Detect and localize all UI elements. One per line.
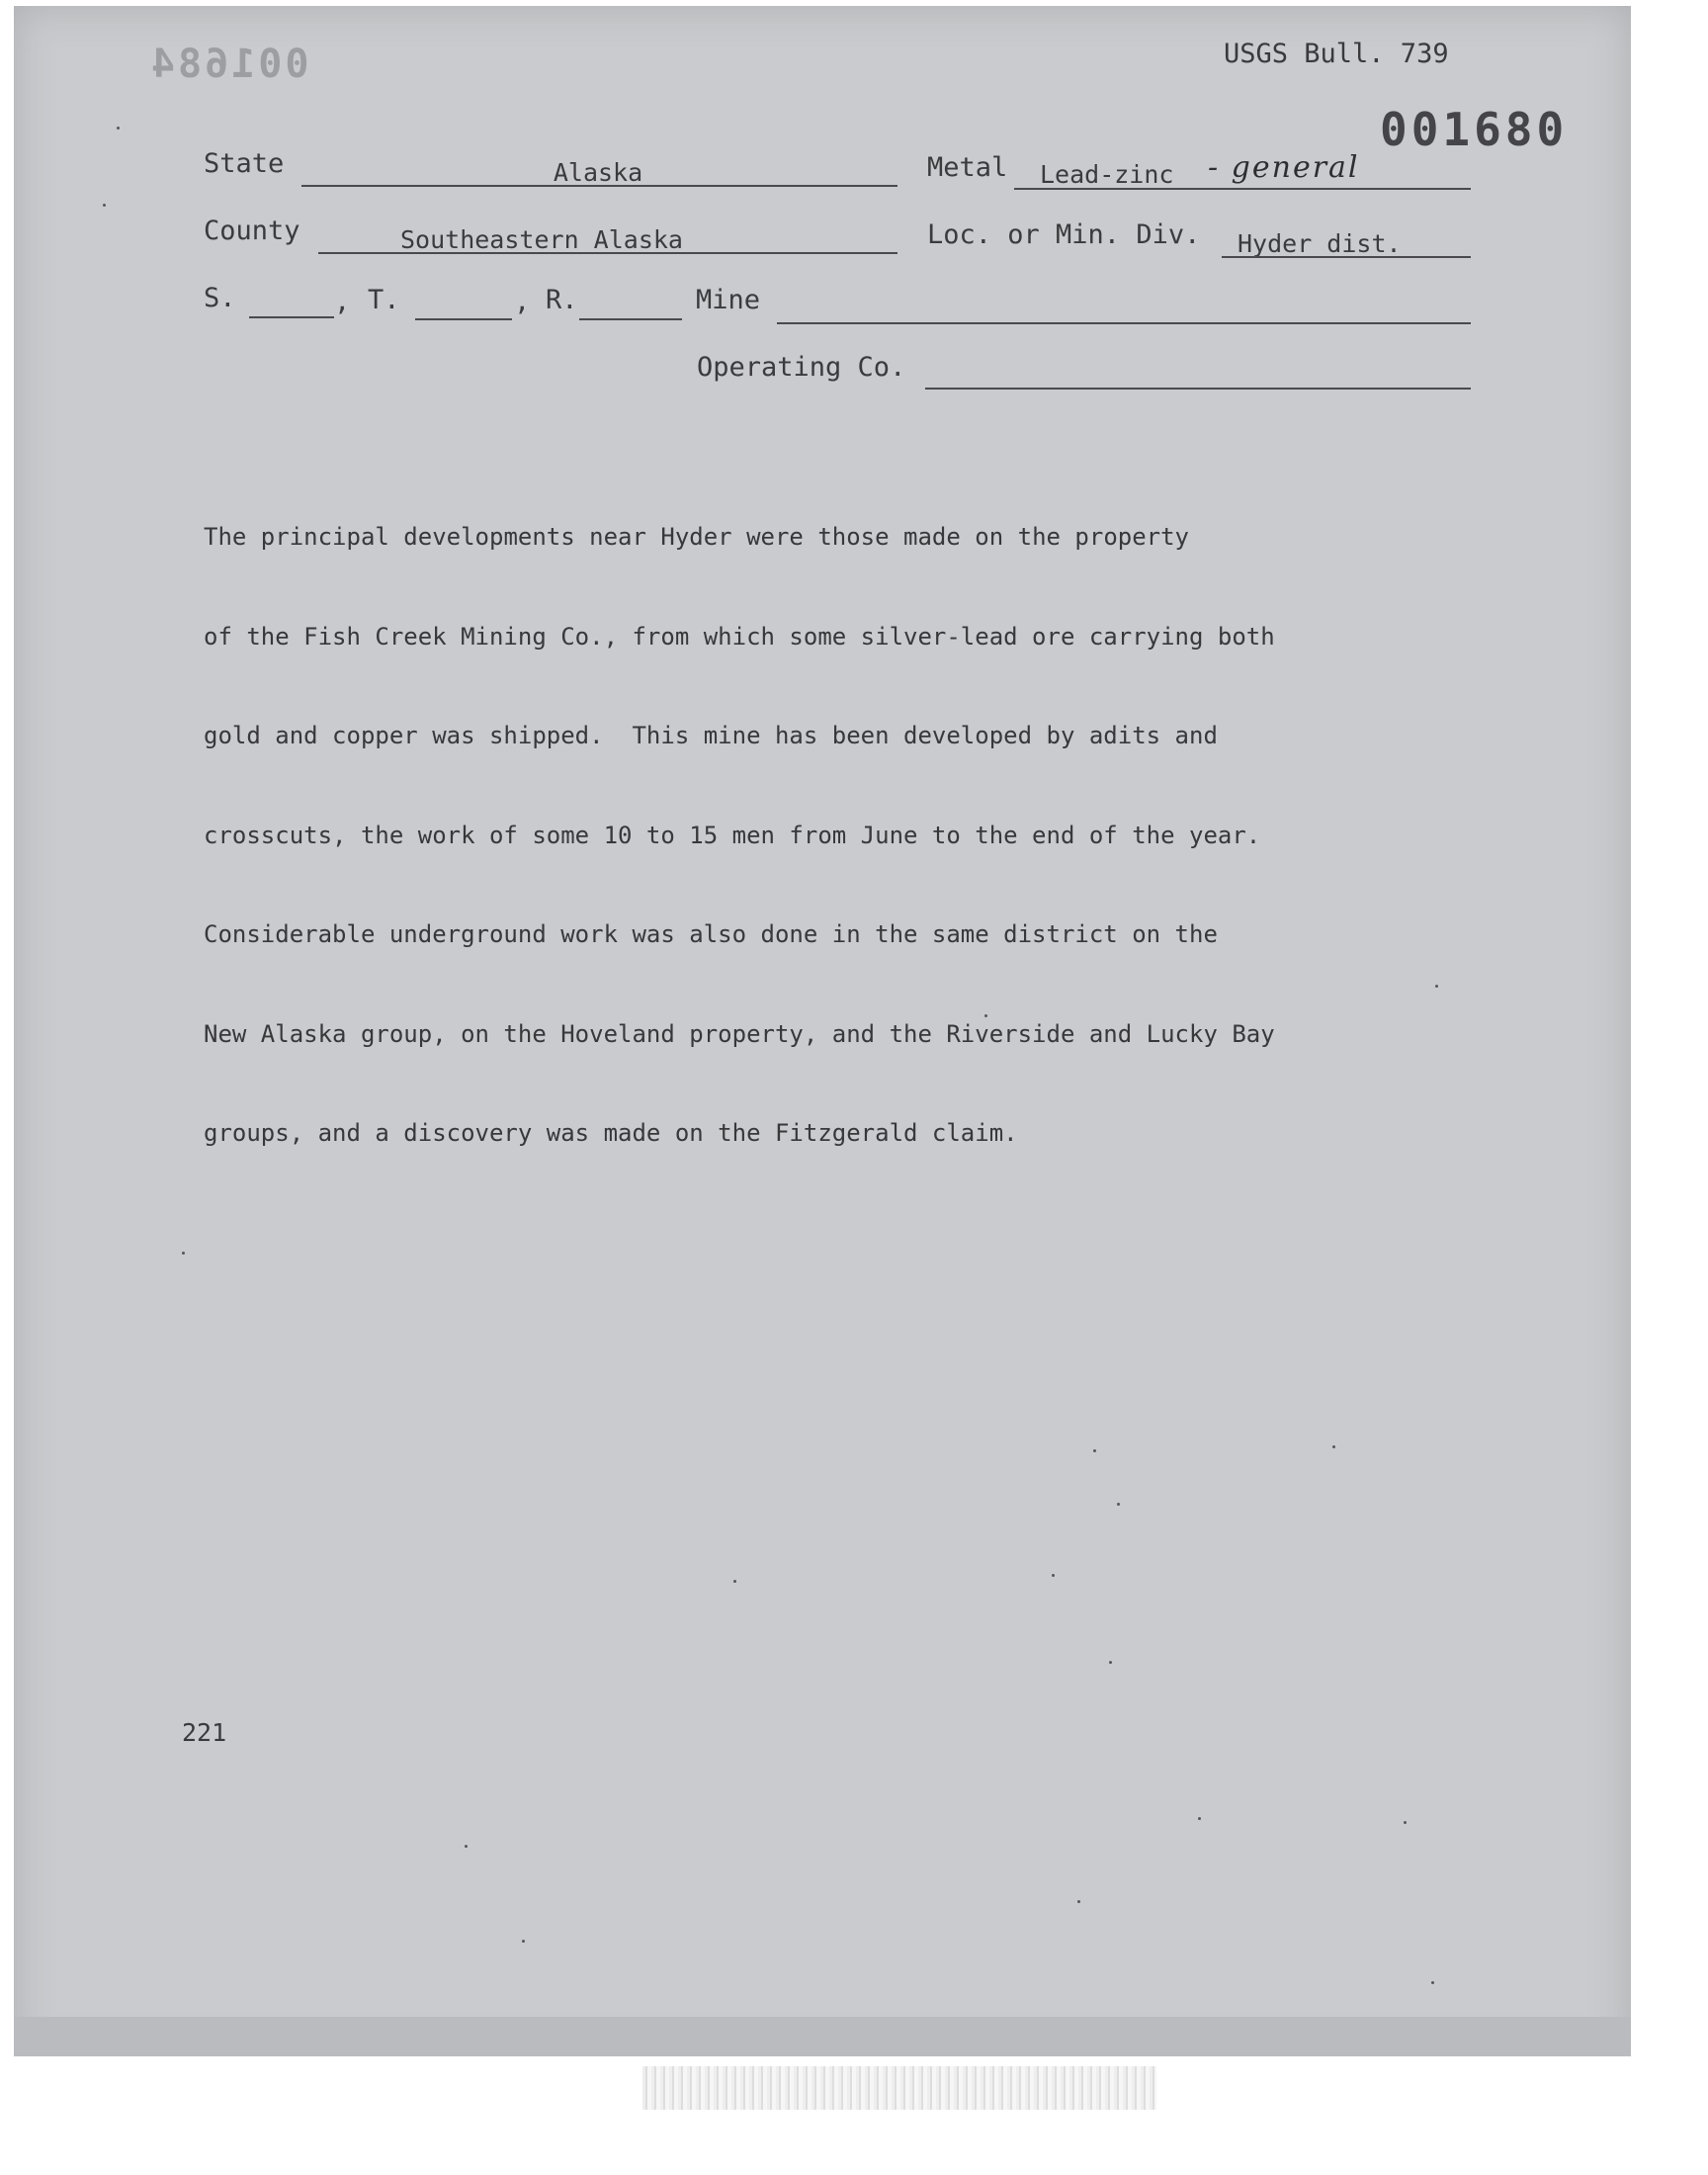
scan-speck	[103, 204, 106, 207]
range-field-line	[579, 318, 682, 320]
sheet-shadow-band	[14, 2017, 1631, 2056]
body-line-2: of the Fish Creek Mining Co., from which some silver-lead ore carrying both	[204, 622, 1275, 651]
body-line-5: Considerable underground work was also done in the same district on the	[204, 920, 1218, 948]
state-label: State	[204, 148, 285, 179]
state-field-line	[301, 185, 897, 187]
reference-label: USGS Bull. 739	[1224, 39, 1449, 69]
page-number: 221	[182, 1718, 227, 1747]
metal-value: Lead-zinc	[1040, 160, 1174, 189]
township-field-line	[415, 318, 512, 320]
body-line-6: New Alaska group, on the Hoveland property, and the Riverside and Lucky Bay	[204, 1019, 1275, 1048]
body-paragraph	[131, 455, 1489, 1217]
county-field-line	[318, 252, 897, 254]
scan-speck	[1332, 1445, 1335, 1448]
ghost-stamp-number: 001684	[148, 42, 309, 87]
record-number-stamp: 001680	[1380, 103, 1569, 156]
paper-stack-edge	[642, 2066, 1156, 2110]
mine-field-line	[777, 322, 1471, 324]
scan-speck	[1117, 1503, 1120, 1506]
scan-speck	[1431, 1981, 1434, 1984]
range-label: R.	[546, 285, 578, 315]
township-comma: ,	[514, 287, 531, 317]
section-comma: ,	[334, 287, 351, 317]
scan-speck	[1093, 1449, 1096, 1452]
loc-label: Loc. or Min. Div.	[927, 219, 1201, 250]
body-line-3: gold and copper was shipped. This mine has been developed by adits and	[204, 722, 1218, 749]
scan-speck	[182, 1252, 185, 1255]
township-label: T.	[368, 285, 400, 315]
scan-speck	[117, 127, 120, 130]
state-value: Alaska	[553, 158, 643, 187]
scan-speck	[1052, 1574, 1055, 1577]
scan-speck	[1435, 985, 1438, 988]
section-field-line	[249, 316, 334, 318]
scan-speck	[1198, 1817, 1201, 1820]
mine-label: Mine	[696, 285, 761, 315]
metal-handwritten-note: - general	[1208, 150, 1360, 185]
scan-speck	[733, 1580, 736, 1583]
scan-speck	[1404, 1821, 1407, 1824]
scan-speck	[465, 1845, 468, 1848]
county-label: County	[204, 216, 300, 246]
scan-speck	[1109, 1661, 1112, 1664]
scan-speck	[984, 1014, 987, 1017]
operating-co-label: Operating Co.	[697, 352, 906, 383]
body-line-4: crosscuts, the work of some 10 to 15 men from June to the end of the year.	[204, 821, 1261, 849]
scan-speck	[522, 1940, 525, 1943]
loc-field-line	[1222, 256, 1471, 258]
county-value: Southeastern Alaska	[400, 225, 683, 254]
metal-label: Metal	[927, 152, 1008, 183]
loc-value: Hyder dist.	[1238, 229, 1402, 258]
body-line-1: The principal developments near Hyder were those made on the property	[131, 523, 1190, 551]
operating-co-field-line	[925, 388, 1471, 390]
scan-speck	[1077, 1900, 1080, 1903]
section-label: S.	[204, 283, 236, 313]
metal-field-line	[1014, 188, 1471, 190]
body-line-7: groups, and a discovery was made on the Fitzgerald claim.	[204, 1119, 1018, 1147]
